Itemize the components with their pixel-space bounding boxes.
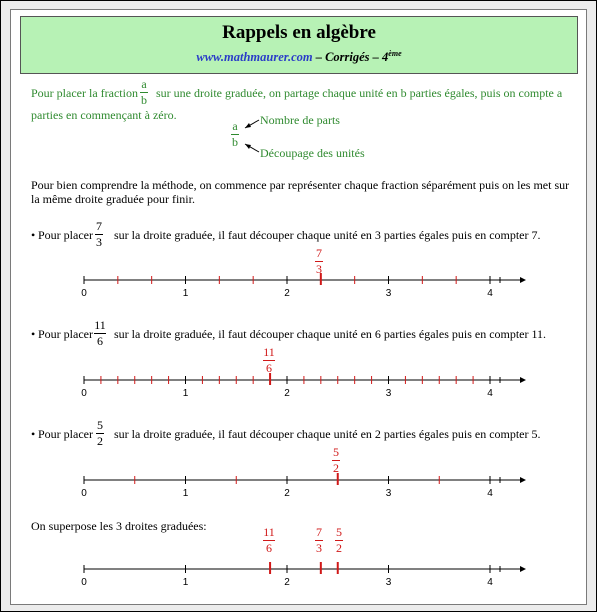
header-grade: 4ème bbox=[382, 49, 402, 65]
example-2-after: sur la droite graduée, il faut découper chaque unité en 6 parties égales puis en compter 11. bbox=[114, 327, 547, 341]
header-dash-1: – bbox=[315, 50, 322, 65]
tick-label: 0 bbox=[81, 388, 87, 399]
document-page bbox=[10, 9, 587, 605]
tick-label: 3 bbox=[385, 488, 392, 499]
tick-label: 4 bbox=[487, 388, 493, 399]
tick-label: 2 bbox=[284, 488, 290, 499]
intro-line1-before: Pour placer la fraction bbox=[31, 86, 138, 100]
legend-denominator: Découpage des unités bbox=[260, 146, 365, 160]
tick-label: 1 bbox=[182, 388, 189, 399]
intro-line2: parties en commençant à zéro. bbox=[31, 108, 177, 122]
tick-label: 1 bbox=[182, 288, 189, 299]
tick-label: 2 bbox=[284, 577, 290, 588]
tick-label: 3 bbox=[385, 388, 392, 399]
example-3-fraction: 5 2 bbox=[97, 418, 103, 448]
tick-label: 1 bbox=[182, 488, 189, 499]
example-2-before: Pour placer bbox=[38, 327, 93, 341]
axis-arrow-2 bbox=[520, 377, 526, 383]
page-title: Rappels en algèbre bbox=[222, 22, 376, 43]
superpose-label-11-6: 11 6 bbox=[263, 525, 275, 555]
example-1-after: sur la droite graduée, il faut découper chaque unité en 3 parties égales puis en compter 7. bbox=[114, 228, 541, 242]
axis-arrow-1 bbox=[520, 277, 526, 283]
legend-numerator: Nombre de parts bbox=[260, 113, 340, 127]
tick-label: 3 bbox=[385, 577, 392, 588]
tick-label: 2 bbox=[284, 388, 290, 399]
tick-label: 4 bbox=[487, 288, 493, 299]
superpose-text: On superpose les 3 droites graduées: bbox=[31, 519, 207, 533]
superpose-label-7-3: 7 3 bbox=[316, 525, 322, 555]
axis-arrow-4 bbox=[520, 566, 526, 572]
example-1-before: Pour placer bbox=[38, 228, 93, 242]
site-link[interactable]: www.mathmaurer.com bbox=[196, 50, 313, 65]
tick-label: 3 bbox=[385, 288, 392, 299]
tick-label: 4 bbox=[487, 577, 493, 588]
tick-label: 0 bbox=[81, 288, 87, 299]
tick-label: 4 bbox=[487, 488, 493, 499]
method-line2: la même droite graduée pour finir. bbox=[31, 192, 195, 206]
tick-label: 0 bbox=[81, 488, 87, 499]
header-corriges: Corrigés bbox=[325, 50, 370, 65]
axis-arrow-3 bbox=[520, 477, 526, 483]
mark-label-11-6: 11 6 bbox=[263, 345, 275, 375]
example-3-after: sur la droite graduée, il faut découper chaque unité en 2 parties égales puis en compter 5. bbox=[114, 427, 541, 441]
header-dash-2: – bbox=[372, 50, 379, 65]
tick-label: 1 bbox=[182, 577, 189, 588]
mark-label-7-3: 7 3 bbox=[316, 246, 322, 276]
number-lines bbox=[11, 10, 586, 604]
example-2-fraction: 11 6 bbox=[94, 318, 106, 348]
legend-arrowhead-top bbox=[245, 123, 251, 128]
example-1-bullet: • bbox=[31, 228, 36, 242]
example-3-bullet: • bbox=[31, 427, 36, 441]
intro-line1-after: sur une droite graduée, on partage chaque unité en b parties égales, puis on compte a bbox=[156, 86, 563, 100]
legend-arrowhead-bottom bbox=[245, 144, 251, 149]
tick-label: 0 bbox=[81, 577, 87, 588]
method-line1: Pour bien comprendre la méthode, on commence par représenter chaque fraction séparément puis on les met sur bbox=[31, 178, 570, 192]
mark-label-5-2: 5 2 bbox=[333, 445, 339, 475]
example-3-before: Pour placer bbox=[38, 427, 93, 441]
example-1-fraction: 7 3 bbox=[96, 219, 102, 249]
superpose-label-5-2: 5 2 bbox=[336, 525, 342, 555]
legend-fraction: a b bbox=[232, 119, 238, 149]
example-2-bullet: • bbox=[31, 327, 36, 341]
tick-label: 2 bbox=[284, 288, 290, 299]
intro-fraction: a b bbox=[141, 77, 147, 107]
